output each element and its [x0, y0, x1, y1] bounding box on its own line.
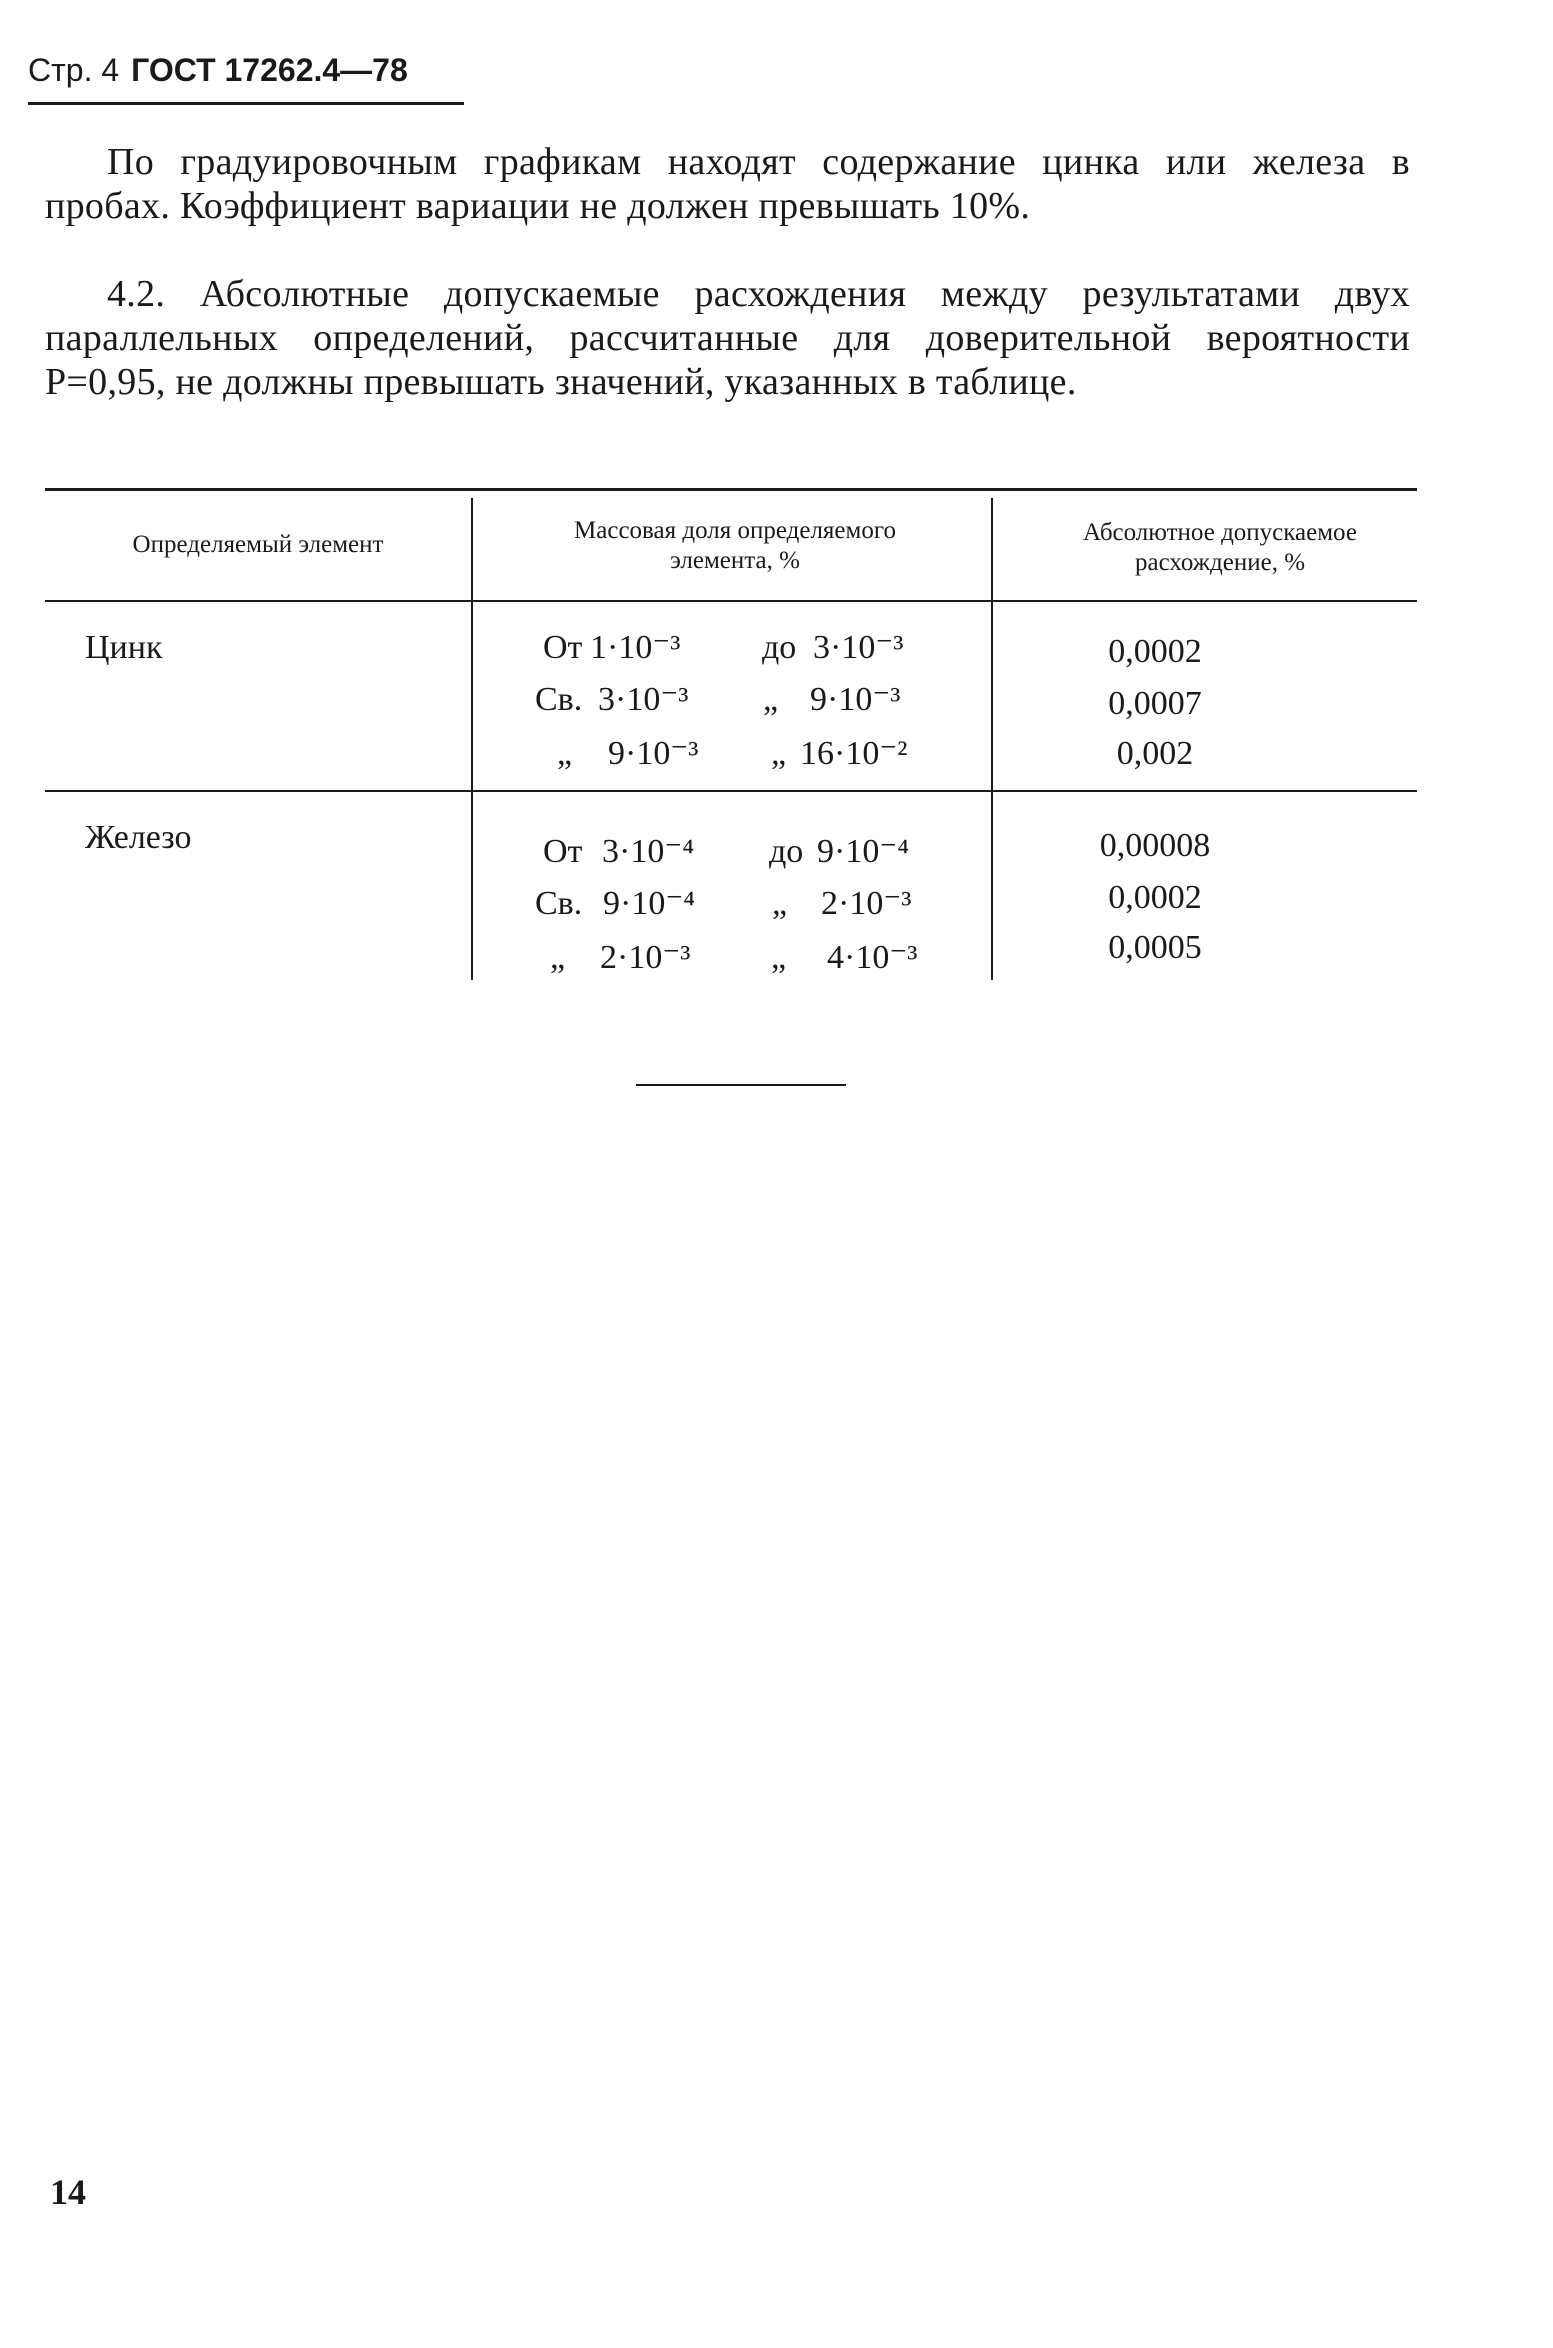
element-zinc: Цинк	[85, 629, 163, 666]
tolerance-value: 0,0005	[1108, 929, 1202, 966]
tolerance-value: 0,00008	[1099, 827, 1211, 864]
end-rule	[636, 1084, 846, 1086]
group-separator-rule	[45, 790, 1417, 792]
table-top-rule	[45, 488, 1417, 491]
table-row	[45, 628, 1417, 668]
range-prefix: От	[543, 833, 583, 870]
tolerance-value: 0,0002	[1108, 633, 1202, 670]
table-row	[45, 734, 1417, 774]
range-separator: „	[763, 681, 779, 718]
table-header-rule	[45, 600, 1417, 602]
range-to: 3·10⁻³	[813, 629, 904, 666]
table-row	[45, 929, 1417, 978]
header-tolerance: Абсолютное допускаемое расхождение, %	[1083, 519, 1357, 576]
paragraph-calibration: По градуировочным графикам находят содержание цинка или железа в пробах. Коэффициент вариации не должен превышать 10%.	[45, 141, 1410, 227]
range-prefix: От	[543, 629, 583, 666]
tolerance-value: 0,0002	[1108, 879, 1202, 916]
element-iron: Железо	[85, 819, 192, 856]
running-header	[28, 48, 464, 92]
range-from: 1·10⁻³	[590, 629, 681, 666]
header-mass-fraction: Массовая доля определяемого элемента, %	[574, 517, 896, 574]
page-number: 14	[50, 2172, 86, 2212]
range-prefix: „	[550, 939, 566, 976]
range-to: 2·10⁻³	[821, 885, 912, 922]
range-separator: „	[771, 939, 787, 976]
range-separator: до	[762, 629, 797, 666]
range-from: 3·10⁻³	[598, 681, 689, 718]
header-element: Определяемый элемент	[132, 531, 384, 558]
tolerance-table	[45, 488, 1417, 988]
range-separator: „	[772, 885, 788, 922]
table-row	[45, 827, 1417, 872]
range-from: 2·10⁻³	[600, 939, 691, 976]
tolerance-value: 0,002	[1116, 735, 1194, 772]
range-to: 9·10⁻⁴	[817, 833, 910, 870]
table-row	[45, 680, 1417, 720]
standard-number: ГОСТ 17262.4—78	[131, 52, 408, 88]
range-separator: до	[769, 833, 804, 870]
range-from: 3·10⁻⁴	[602, 833, 695, 870]
page-label: Стр. 4	[28, 52, 120, 88]
tolerance-value: 0,0007	[1108, 685, 1202, 722]
range-to: 9·10⁻³	[810, 681, 901, 718]
range-prefix: Св.	[535, 681, 583, 718]
table-row	[45, 879, 1417, 924]
header-rule	[28, 102, 464, 105]
range-to: 16·10⁻²	[800, 735, 908, 772]
range-to: 4·10⁻³	[827, 939, 918, 976]
range-separator: „	[771, 735, 787, 772]
range-from: 9·10⁻⁴	[603, 885, 696, 922]
paragraph-4-2: 4.2. Абсолютные допускаемые расхождения между результатами двух параллельных определений, рассчитанные для доверительной вероятности P=0,95, не должны превышать значений, указанных в таблице.	[45, 273, 1410, 403]
range-prefix: Св.	[535, 885, 583, 922]
range-prefix: „	[557, 735, 573, 772]
range-from: 9·10⁻³	[608, 735, 699, 772]
